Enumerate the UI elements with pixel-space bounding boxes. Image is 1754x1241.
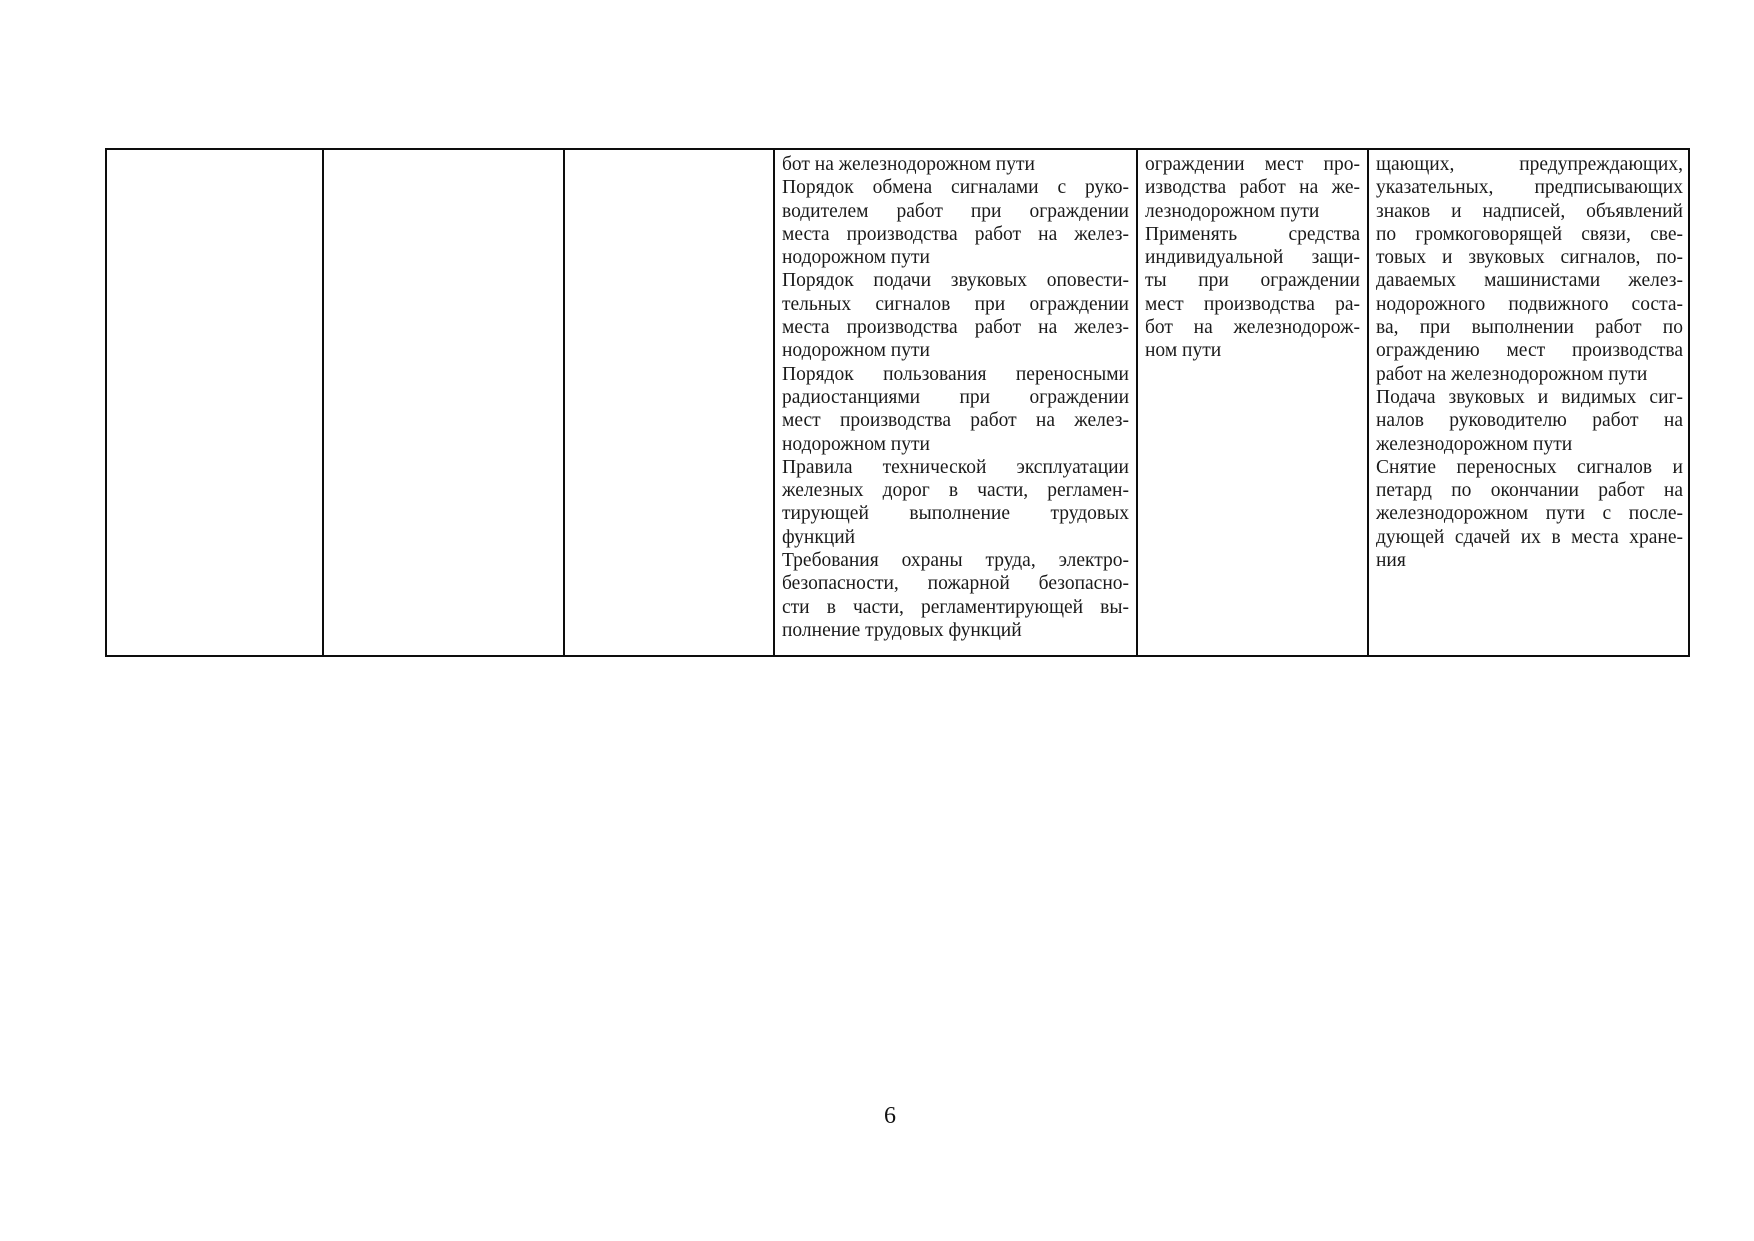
text-line: указательных, предписывающих: [1376, 177, 1683, 199]
text-line: ва, при выполнении работ по: [1376, 317, 1683, 339]
text-line: дующей сдачей их в места хране-: [1376, 526, 1683, 548]
table-cell-3: [565, 150, 775, 655]
text-line: товых и звуковых сигналов, по-: [1376, 247, 1683, 269]
text-line: нодорожном пути: [782, 340, 930, 362]
table-cell-5: [1138, 150, 1369, 655]
text-line: Порядок обмена сигналами с руко-: [782, 177, 1129, 199]
text-line: тельных сигналов при ограждении: [782, 293, 1129, 315]
text-line: полнение трудовых функций: [782, 619, 1022, 641]
text-line: нодорожного подвижного соста-: [1376, 293, 1683, 315]
text-line: Порядок подачи звуковых оповести-: [782, 270, 1129, 292]
text-line: сти в части, регламентирующей вы-: [782, 596, 1129, 618]
text-line: водителем работ при ограждении: [782, 200, 1129, 222]
text-line: ограждении мест про-: [1145, 154, 1360, 175]
table-cell-2: [324, 150, 565, 655]
text-line: ты при ограждении: [1145, 270, 1360, 292]
table-cell-6-paragraph-2: [1376, 386, 1683, 456]
text-line: Правила технической эксплуатации: [782, 456, 1129, 478]
text-line: лезнодорожном пути: [1145, 200, 1320, 222]
text-line: места производства работ на желез-: [782, 317, 1129, 339]
text-line: щающих, предупреждающих,: [1376, 154, 1683, 175]
text-line: по громкоговорящей связи, све-: [1376, 223, 1683, 245]
table-cell-4-paragraph-4: [782, 363, 1129, 456]
text-line: железных дорог в части, регламен-: [782, 480, 1129, 502]
table-cell-5-paragraph-1: [1145, 153, 1360, 223]
text-line: петард по окончании работ на: [1376, 480, 1683, 502]
table-cell-5-paragraph-2: [1145, 223, 1360, 363]
text-line: мест производства работ на желез-: [782, 410, 1129, 432]
text-line: мест производства ра-: [1145, 293, 1360, 315]
text-line: Требования охраны труда, электро-: [782, 550, 1129, 572]
text-line: даваемых машинистами желез-: [1376, 270, 1683, 292]
continuation-table: [105, 148, 1690, 657]
text-line: безопасности, пожарной безопасно-: [782, 573, 1129, 595]
text-line: Применять средства: [1145, 223, 1360, 245]
text-line: изводства работ на же-: [1145, 177, 1360, 199]
text-line: индивидуальной защи-: [1145, 247, 1360, 269]
table-cell-6: [1369, 150, 1690, 655]
text-line: функций: [782, 526, 856, 548]
text-line: Снятие переносных сигналов и: [1376, 456, 1683, 478]
table-cell-4-paragraph-2: [782, 176, 1129, 269]
text-line: радиостанциями при ограждении: [782, 386, 1129, 408]
text-line: налов руководителю работ на: [1376, 410, 1683, 432]
text-line: тирующей выполнение трудовых: [782, 503, 1129, 525]
table-cell-4-paragraph-3: [782, 269, 1129, 362]
table-cell-6-paragraph-1: [1376, 153, 1683, 386]
table-cell-4-paragraph-6: [782, 549, 1129, 642]
text-line: ния: [1376, 550, 1406, 572]
text-line: места производства работ на желез-: [782, 223, 1129, 245]
text-line: знаков и надписей, объявлений: [1376, 200, 1683, 222]
text-line: работ на железнодорожном пути: [1376, 363, 1648, 385]
text-line: ограждению мест производства: [1376, 340, 1683, 362]
table-cell-4-paragraph-1: [782, 153, 1129, 176]
text-line: ном пути: [1145, 340, 1222, 362]
text-line: бот на железнодорожном пути: [782, 154, 1035, 175]
table-cell-6-paragraph-3: [1376, 456, 1683, 572]
text-line: Порядок пользования переносными: [782, 363, 1129, 385]
text-line: бот на железнодорож-: [1145, 317, 1360, 339]
table-cell-1: [107, 150, 324, 655]
text-line: нодорожном пути: [782, 247, 930, 269]
text-line: железнодорожном пути: [1376, 433, 1573, 455]
text-line: железнодорожном пути с после-: [1376, 503, 1683, 525]
text-line: нодорожном пути: [782, 433, 930, 455]
text-line: Подача звуковых и видимых сиг-: [1376, 386, 1683, 408]
table-cell-4-paragraph-5: [782, 456, 1129, 549]
table-cell-4: [775, 150, 1138, 655]
page-number: 6: [884, 1103, 896, 1129]
